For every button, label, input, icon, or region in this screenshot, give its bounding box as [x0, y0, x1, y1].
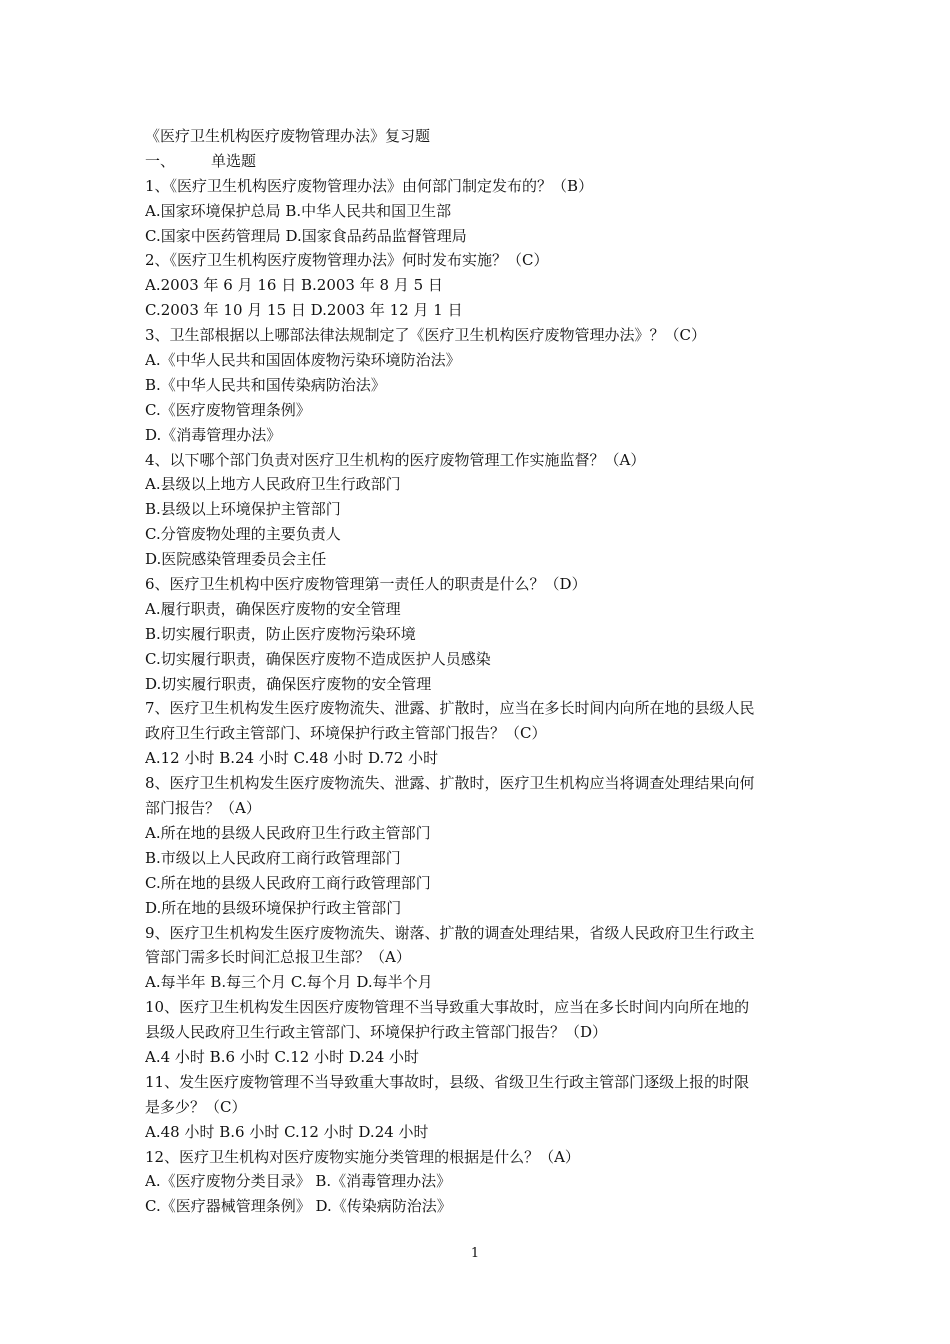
text-line: C.《医疗器械管理条例》 D.《传染病防治法》	[145, 1197, 452, 1216]
text-line: 10、医疗卫生机构发生因医疗废物管理不当导致重大事故时，应当在多长时间内向所在地的	[145, 998, 750, 1017]
text-line: D.切实履行职责，确保医疗废物的安全管理	[145, 674, 432, 693]
question-list	[145, 174, 815, 1219]
text-line: B.县级以上环境保护主管部门	[145, 500, 341, 519]
text-line: 7、医疗卫生机构发生医疗废物流失、泄露、扩散时，应当在多长时间内向所在地的县级人民	[145, 699, 755, 718]
text-line: C.分管废物处理的主要负责人	[145, 525, 341, 544]
text-line: 政府卫生行政主管部门、环境保护行政主管部门报告？（C）	[145, 724, 547, 743]
text-line: A.每半年 B.每三个月 C.每个月 D.每半个月	[145, 973, 433, 992]
text-line: 部门报告？（A）	[145, 799, 261, 818]
text-line: D.《消毒管理办法》	[145, 425, 282, 444]
text-line: A.12 小时 B.24 小时 C.48 小时 D.72 小时	[145, 749, 439, 768]
text-line: C.国家中医药管理局 D.国家食品药品监督管理局	[145, 226, 467, 245]
text-line: C.《医疗废物管理条例》	[145, 400, 311, 419]
text-line: A.48 小时 B.6 小时 C.12 小时 D.24 小时	[145, 1122, 429, 1141]
text-line: B.市级以上人民政府工商行政管理部门	[145, 848, 401, 867]
text-line: 11、发生医疗废物管理不当导致重大事故时，县级、省级卫生行政主管部门逐级上报的时限	[145, 1072, 750, 1091]
text-line: C.切实履行职责，确保医疗废物不造成医护人员感染	[145, 649, 491, 668]
text-line: A.履行职责，确保医疗废物的安全管理	[145, 599, 401, 618]
text-line: 1、《医疗卫生机构医疗废物管理办法》由何部门制定发布的？（B）	[145, 176, 594, 195]
text-line: 是多少？（C）	[145, 1097, 247, 1116]
text-line: 县级人民政府卫生行政主管部门、环境保护行政主管部门报告？（D）	[145, 1023, 608, 1042]
text-line: 12、医疗卫生机构对医疗废物实施分类管理的根据是什么？（A）	[145, 1147, 580, 1166]
document-title: 《医疗卫生机构医疗废物管理办法》复习题	[145, 127, 431, 145]
text-line: C.2003 年 10 月 15 日 D.2003 年 12 月 1 日	[145, 301, 463, 320]
text-line: A.《中华人民共和国固体废物污染环境防治法》	[145, 351, 461, 370]
text-line: 管部门需多长时间汇总报卫生部？（A）	[145, 948, 411, 967]
section-label: 单选题	[211, 151, 257, 170]
text-line: 4、以下哪个部门负责对医疗卫生机构的医疗废物管理工作实施监督？（A）	[145, 450, 646, 469]
text-line: A.国家环境保护总局 B.中华人民共和国卫生部	[145, 201, 452, 220]
text-line: A.县级以上地方人民政府卫生行政部门	[145, 475, 401, 494]
text-line: A.《医疗废物分类目录》 B.《消毒管理办法》	[145, 1172, 452, 1191]
document-body	[145, 124, 815, 1219]
text-line: A.2003 年 6 月 16 日 B.2003 年 8 月 5 日	[145, 276, 443, 295]
text-line: A.所在地的县级人民政府卫生行政主管部门	[145, 823, 431, 842]
text-line: D.医院感染管理委员会主任	[145, 550, 327, 569]
text-line: C.所在地的县级人民政府工商行政管理部门	[145, 873, 431, 892]
text-line: 3、卫生部根据以上哪部法律法规制定了《医疗卫生机构医疗废物管理办法》？（C）	[145, 326, 707, 345]
text-line: 9、医疗卫生机构发生医疗废物流失、谢落、扩散的调查处理结果，省级人民政府卫生行政主	[145, 923, 755, 942]
section-heading	[145, 149, 815, 174]
text-line: B.切实履行职责，防止医疗废物污染环境	[145, 624, 416, 643]
text-line: A.4 小时 B.6 小时 C.12 小时 D.24 小时	[145, 1047, 419, 1066]
page-number: 1	[470, 1246, 480, 1261]
text-line: 6、医疗卫生机构中医疗废物管理第一责任人的职责是什么？（D）	[145, 575, 587, 594]
text-line: 8、医疗卫生机构发生医疗废物流失、泄露、扩散时，医疗卫生机构应当将调查处理结果向何	[145, 774, 755, 793]
text-line: 2、《医疗卫生机构医疗废物管理办法》何时发布实施？（C）	[145, 251, 549, 270]
section-number: 一、	[145, 151, 176, 170]
text-line: D.所在地的县级环境保护行政主管部门	[145, 898, 402, 917]
text-line: B.《中华人民共和国传染病防治法》	[145, 375, 386, 394]
